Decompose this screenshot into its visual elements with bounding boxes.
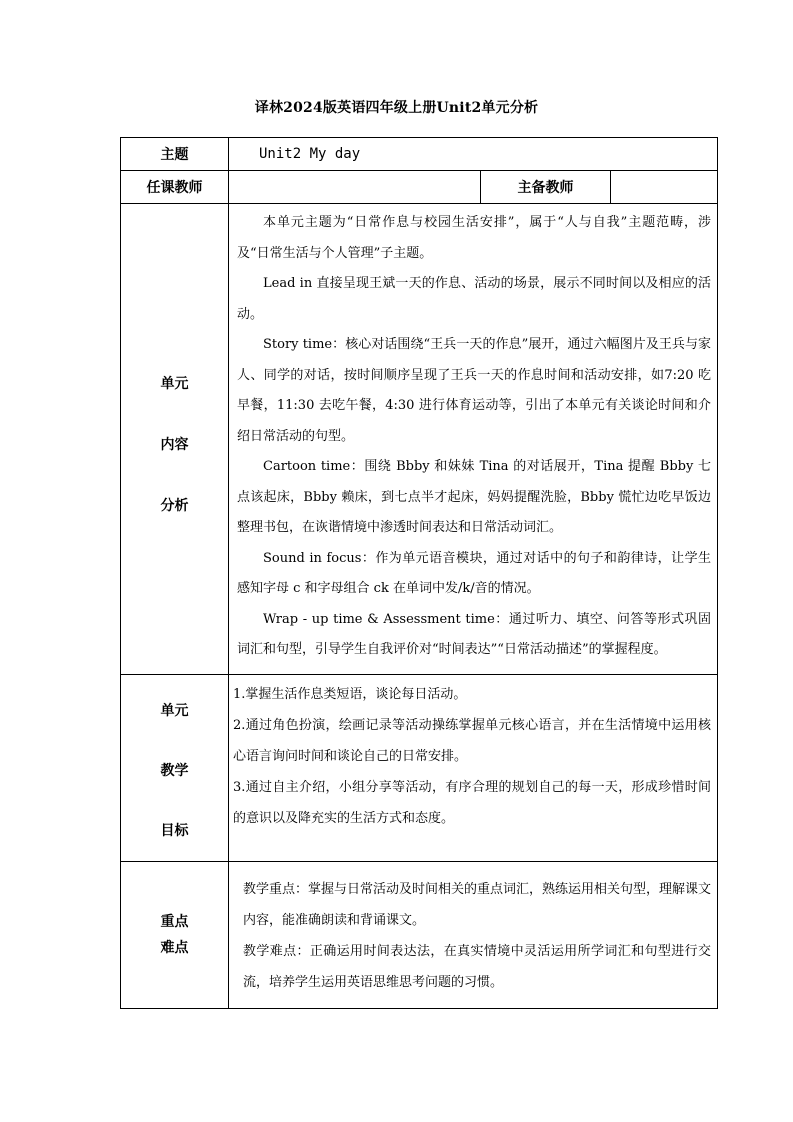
teacher-row xyxy=(121,171,718,204)
analysis-paragraph: Story time：核心对话围绕“王兵一天的作息”展开，通过六幅图片及王兵与家人、同学的对话，按时间顺序呈现了王兵一天的作息时间和活动安排，如7:20 吃早餐，11:30 去吃午餐，4:30 进行体育运动等，引出了本单元有关谈论时间和介绍日常活动的句型。 xyxy=(237,337,712,444)
focus-label-1: 重点 xyxy=(160,914,189,930)
analysis-label-1: 单元 xyxy=(160,376,189,392)
analysis-paragraph: 本单元主题为“日常作息与校园生活安排”，属于“人与自我”主题范畴，涉及“日常生活与个人管理”子主题。 xyxy=(237,215,712,261)
lead-teacher-label: 主备教师 xyxy=(481,171,611,204)
goals-label-3: 目标 xyxy=(160,823,189,839)
focus-item: 教学重点：掌握与日常活动及时间相关的重点词汇，熟练运用相关句型，理解课文内容，能准确朗读和背诵课文。 xyxy=(243,882,712,928)
focus-label-2: 难点 xyxy=(160,940,189,956)
goals-content xyxy=(229,675,718,862)
goal-item: 3.通过自主介绍，小组分享等活动，有序合理的规划自己的每一天，形成珍惜时间的意识以及降充实的生活方式和态度。 xyxy=(233,780,712,826)
goals-label-1: 单元 xyxy=(160,703,189,719)
goal-item: 1.掌握生活作息类短语，谈论每日活动。 xyxy=(233,687,467,702)
goals-label-cell xyxy=(121,675,229,862)
unit-analysis-table xyxy=(120,137,718,1009)
analysis-content xyxy=(229,204,718,675)
teacher-label: 任课教师 xyxy=(121,171,229,204)
goals-row xyxy=(121,675,718,862)
analysis-label-3: 分析 xyxy=(160,498,189,514)
analysis-paragraph: Lead in 直接呈现王斌一天的作息、活动的场景，展示不同时间以及相应的活动。 xyxy=(237,276,712,322)
document-title: 译林2024版英语四年级上册Unit2单元分析 xyxy=(254,100,539,116)
analysis-label-cell xyxy=(121,204,229,675)
focus-row xyxy=(121,862,718,1009)
theme-label: 主题 xyxy=(121,138,229,171)
focus-label-cell xyxy=(121,862,229,1009)
analysis-paragraph: Cartoon time：围绕 Bbby 和妹妹 Tina 的对话展开，Tina 提醒 Bbby 七点该起床，Bbby 赖床，到七点半才起床，妈妈提醒洗脸，Bbby 慌忙边吃早饭边整理书包，在诙谐情境中渗透时间表达和日常活动词汇。 xyxy=(237,459,712,535)
teacher-value xyxy=(229,171,481,204)
theme-value: Unit2 My day xyxy=(229,138,718,171)
focus-item: 教学难点：正确运用时间表达法，在真实情境中灵活运用所学词汇和句型进行交流，培养学生运用英语思维思考问题的习惯。 xyxy=(243,944,712,990)
goal-item: 2.通过角色扮演，绘画记录等活动操练掌握单元核心语言，并在生活情境中运用核心语言询问时间和谈论自己的日常安排。 xyxy=(233,718,712,764)
goals-label-2: 教学 xyxy=(160,763,189,779)
analysis-paragraph: Sound in focus：作为单元语音模块，通过对话中的句子和韵律诗，让学生感知字母 c 和字母组合 ck 在单词中发/k/音的情况。 xyxy=(237,550,712,596)
theme-row xyxy=(121,138,718,171)
focus-content xyxy=(229,862,718,1009)
analysis-label-2: 内容 xyxy=(160,437,189,453)
analysis-paragraph: Wrap - up time & Assessment time：通过听力、填空、问答等形式巩固词汇和句型，引导学生自我评价对“时间表达”“日常活动描述”的掌握程度。 xyxy=(237,611,712,657)
lead-teacher-value xyxy=(611,171,718,204)
analysis-row xyxy=(121,204,718,675)
